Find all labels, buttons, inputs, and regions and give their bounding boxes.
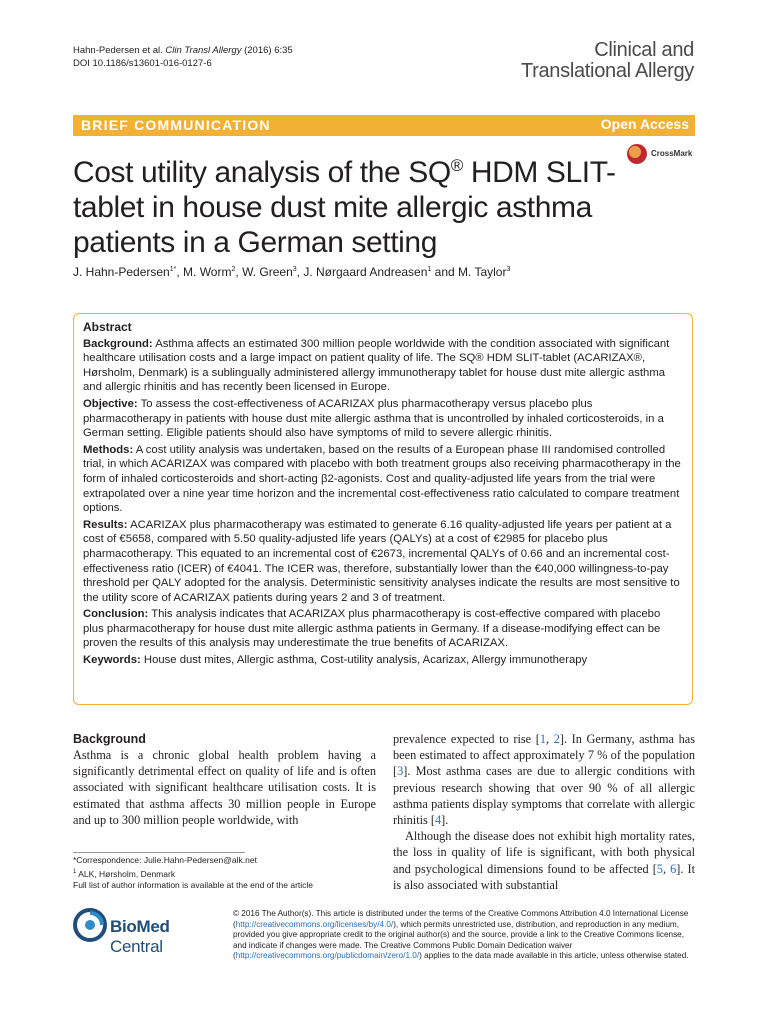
abstract-keywords (83, 653, 682, 668)
license-text: © 2016 The Author(s). This article is distributed under the terms of the Creative Commons Attribution 4.0 International License ( (233, 909, 689, 929)
citation-header (73, 44, 293, 70)
affiliation-note (73, 867, 313, 880)
abstract-section-text: A cost utility analysis was undertaken, based on the results of a European phase III randomised controlled trial, in which ACARIZAX was compared with placebo with both treatment groups also receiving pharmacotherapy in the form of inhaled corticosteroids and short-acting β2-agonists. Cost and quality-adjusted life years from the trial were extrapolated over a nine year time horizon and the incremental cost-effectiveness ratio calculated to compare treatment options. (83, 443, 681, 515)
body-paragraph (393, 731, 695, 828)
author-separator: , (176, 265, 184, 279)
body-text: , (662, 861, 671, 876)
author-name: W. Green (242, 265, 293, 279)
article-type-label: BRIEF COMMUNICATION (81, 117, 271, 133)
publisher-name-bio: BioMed (110, 917, 170, 936)
title-registered-mark: ® (450, 156, 463, 175)
license-text: ) applies to the data made available in this article, unless otherwise stated. (419, 951, 689, 961)
body-text: prevalence expected to rise [ (393, 732, 540, 746)
publisher-name (110, 917, 223, 957)
abstract-section-label: Methods: (83, 443, 134, 456)
abstract-box (73, 313, 693, 705)
body-text: ]. (441, 813, 449, 828)
public-domain-link[interactable]: http://creativecommons.org/publicdomain/zero/1.0/ (235, 951, 420, 961)
body-text: ]. It is also associated with substantial (393, 861, 695, 892)
footnote-divider (73, 852, 245, 853)
body-text: ]. In Germany, asthma has been estimated to affect approximately 7 % of the population [ (393, 732, 696, 779)
footnotes (73, 855, 313, 891)
body-text: ]. Most asthma cases are due to allergic conditions with previous research showing that over 90 % of all allergic asthma patients display symptoms that correlate with allergic rhinitis [ (393, 764, 695, 828)
crossmark-badge[interactable] (627, 144, 697, 166)
journal-name (521, 40, 694, 82)
title-part1: Cost utility analysis of the SQ (73, 156, 451, 189)
author-affiliation: 3 (292, 266, 297, 273)
license-link[interactable]: http://creativecommons.org/licenses/by/4.0/ (235, 919, 394, 929)
article-type-banner (73, 115, 695, 136)
paper-title (73, 148, 633, 260)
citation-authors: Hahn-Pedersen et al. (73, 45, 163, 56)
open-access-label: Open Access (600, 116, 689, 132)
doi: DOI 10.1186/s13601-016-0127-6 (73, 58, 212, 69)
abstract-section-label: Conclusion: (83, 608, 149, 621)
author-name: M. Taylor (458, 265, 507, 279)
author-affiliation: 1* (169, 266, 177, 273)
abstract-conclusion (83, 607, 682, 651)
journal-name-line1: Clinical and (594, 39, 694, 61)
author-name: J. Hahn-Pedersen (73, 265, 170, 279)
citation-link[interactable]: 1 (539, 732, 546, 746)
author-affiliation: 1 (427, 266, 432, 273)
abstract-background (83, 337, 682, 395)
abstract-results (83, 518, 682, 606)
author-name: J. Nørgaard Andreasen (303, 265, 428, 279)
abstract-section-label: Results: (83, 518, 128, 531)
author-separator: , (235, 265, 243, 279)
author-affiliation: 2 (231, 266, 236, 273)
affiliation-number: 1 (73, 868, 77, 875)
body-text: Although the disease does not exhibit high mortality rates, the loss in quality of life is significant, with both physical and psychological dimensions found to be affected [ (393, 829, 695, 876)
abstract-heading: Abstract (83, 320, 132, 334)
body-paragraph: Asthma is a chronic global health problem having a significantly detrimental effect on quality of life and is often associated with significant healthcare utilisation costs. It is estimated that asthma affects 30 million people in Europe and up to 300 million people worldwide, with (73, 748, 376, 827)
journal-name-line2: Translational Allergy (520, 60, 694, 82)
author-separator: , (296, 265, 304, 279)
abstract-methods (83, 443, 682, 516)
abstract-section-text: ACARIZAX plus pharmacotherapy was estimated to generate 6.16 quality-adjusted life years per patient at a cost of €5658, compared with 5.50 quality-adjusted life years (QALYs) at a cost of €2985 for placebo plus pharmacotherapy. This equated to an incremental cost of €2673, incremental QALYs of 0.66 and an incremental cost-effectiveness ratio (ICER) of €4041. The ICER was, therefore, substantially lower than the €40,000 willingness-to-pay threshold per QALY adopted for the analysis. Deterministic sensitivity analyses indicate the results are most sensitive to the utility score of ACARIZAX patients during years 2 and 3 of treatment. (83, 518, 680, 604)
author-list (73, 265, 510, 279)
body-left-column (73, 731, 376, 828)
citation-link[interactable]: 6 (670, 861, 677, 876)
author-name: M. Worm (183, 265, 232, 279)
citation-link[interactable]: 2 (553, 732, 560, 746)
correspondence-note: *Correspondence: Julie.Hahn-Pedersen@alk.net (73, 855, 257, 865)
license-text: ), which permits unrestricted use, distribution, and reproduction in any medium, provided you give appropriate credit to the original author(s) and the source, provide a link to the Creative Commons license, and indicate if changes were made. The Creative Commons Public Domain Dedication waiver ( (233, 919, 685, 961)
abstract-section-text: This analysis indicates that ACARIZAX plus pharmacotherapy is cost-effective compared with placebo plus pharmacotherapy for house dust mite allergic asthma patients in Germany. If a disease-modifying effect can be proven the results of this analysis may underestimate the true benefits of ACARIZAX. (83, 608, 661, 650)
biomed-central-logo-icon (73, 908, 107, 942)
license-notice (233, 909, 693, 962)
citation-link[interactable]: 3 (397, 764, 404, 779)
citation-journal: Clin Transl Allergy (165, 45, 242, 56)
body-paragraph (393, 828, 695, 893)
author-affiliation: 3 (506, 266, 511, 273)
publisher-logo[interactable] (73, 908, 223, 956)
author-separator: and (431, 265, 459, 279)
section-heading-background: Background (73, 732, 146, 746)
publisher-name-central: Central (110, 937, 163, 956)
abstract-section-label: Keywords: (83, 654, 141, 667)
abstract-section-text: To assess the cost-effectiveness of ACARIZAX plus pharmacotherapy versus placebo plus pharmacotherapy in patients with house dust mite allergic asthma that is uncontrolled by inhaled corticosteroids, in a German setting. Eligible patients should also have symptoms of mild to severe allergic rhinitis. (83, 397, 664, 440)
body-right-column (393, 731, 695, 893)
body-text: , (546, 732, 554, 746)
abstract-section-text: Asthma affects an estimated 300 million people worldwide with the condition associated with significant healthcare utilisation costs and a large impact on patient quality of life. The SQ® HDM SLIT-tablet (ACARIZAX®, Hørsholm, Denmark) is a sublingually administered allergy immunotherapy tablet for house dust mite allergic asthma and allergic rhinitis and has recently been licensed in Europe. (83, 337, 670, 394)
author-info-note: Full list of author information is available at the end of the article (73, 879, 314, 890)
abstract-objective (83, 397, 682, 441)
affiliation-text: ALK, Hørsholm, Denmark (76, 868, 176, 879)
title-part2: HDM SLIT-tablet in house dust mite allergic asthma patients in a German setting (73, 156, 616, 259)
abstract-section-text: House dust mites, Allergic asthma, Cost-utility analysis, Acarizax, Allergy immunotherapy (143, 654, 588, 667)
citation-link[interactable]: 4 (435, 813, 442, 828)
abstract-section-label: Background: (83, 337, 153, 350)
citation-year-pages: (2016) 6:35 (244, 45, 293, 56)
abstract-section-label: Objective: (83, 397, 138, 410)
crossmark-label: CrossMark (651, 149, 693, 158)
citation-link[interactable]: 5 (656, 861, 663, 876)
